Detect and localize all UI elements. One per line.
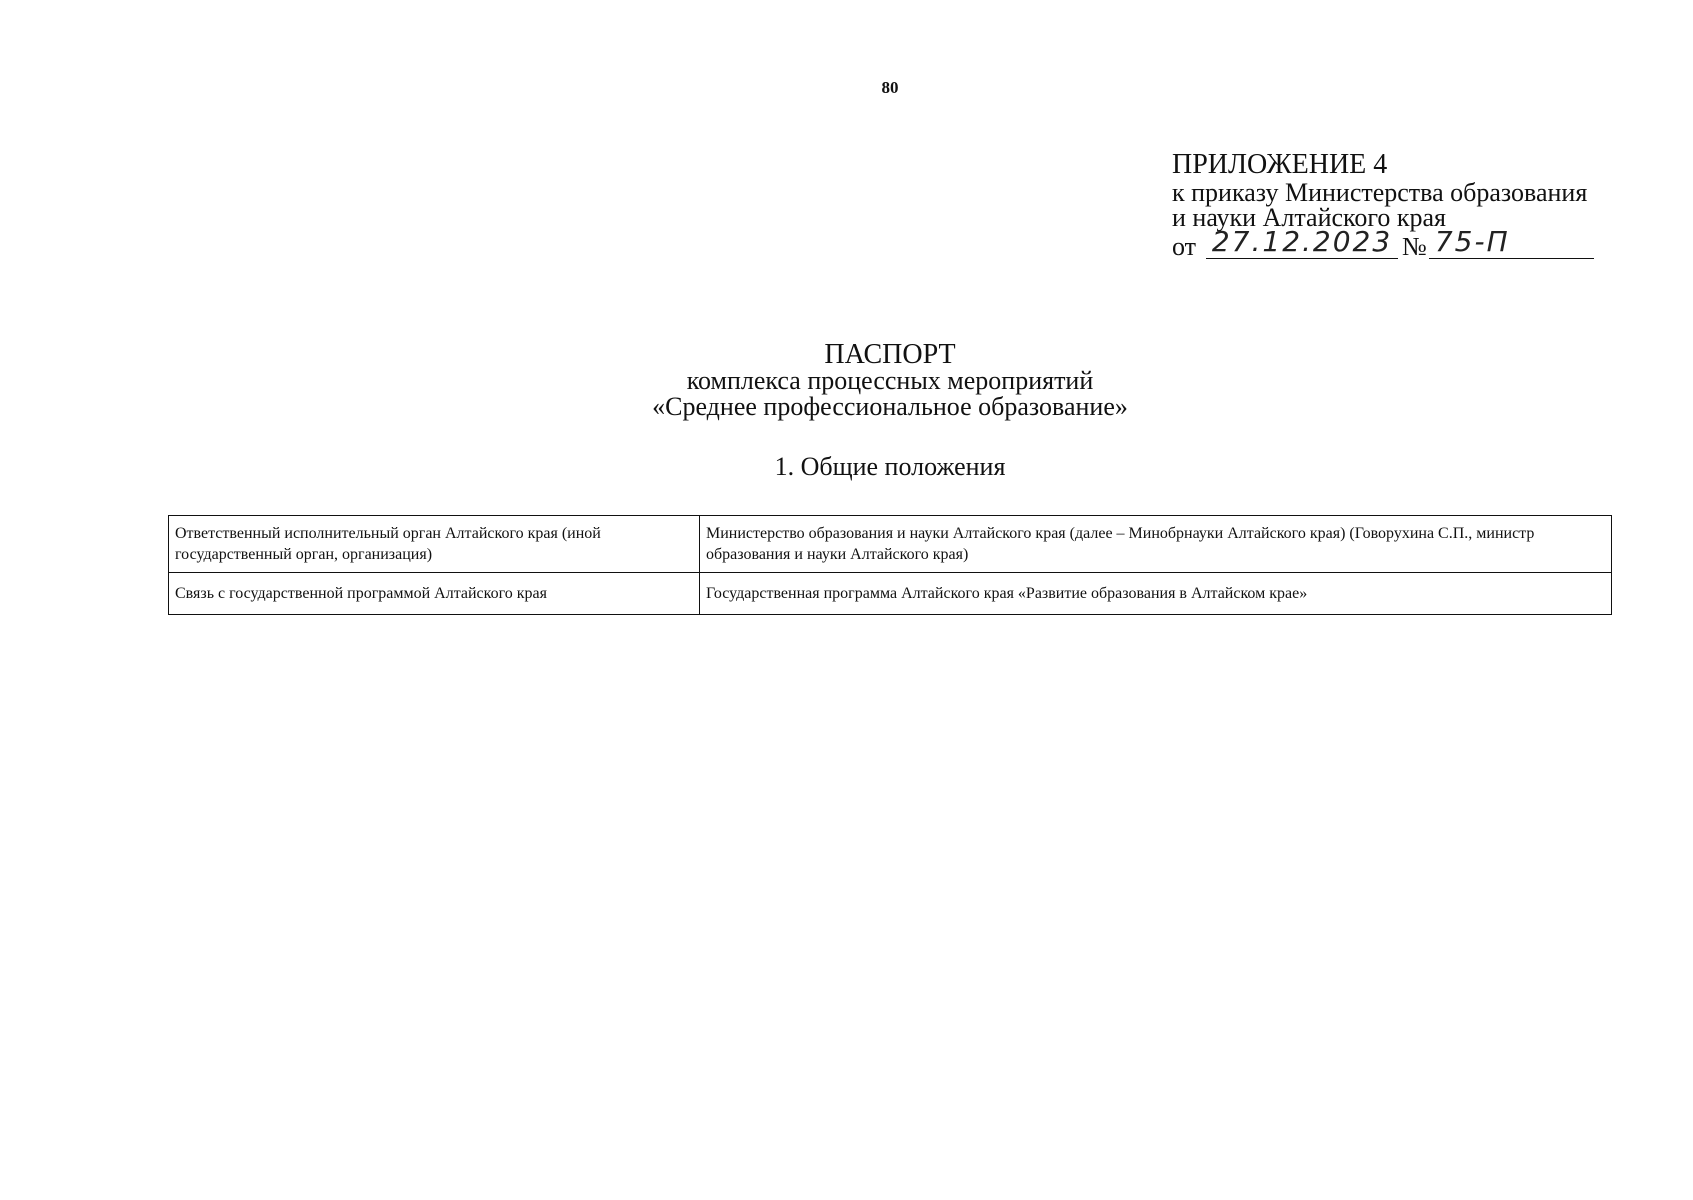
table-cell-value: Государственная программа Алтайского края «Развитие образования в Алтайском крае» (700, 573, 1612, 615)
table-row (169, 516, 1612, 573)
appendix-line-2: и науки Алтайского края (1172, 203, 1446, 232)
date-prefix: от (1172, 232, 1197, 261)
passport-title: ПАСПОРТ (824, 339, 956, 370)
appendix-line-1: к приказу Министерства образования (1172, 178, 1588, 207)
passport-subtitle-1: комплекса процессных мероприятий (686, 366, 1094, 395)
table-cell-value: Министерство образования и науки Алтайского края (далее – Минобрнауки Алтайского края) (Говорухина С.П., министр образования и науки Алтайского края) (700, 516, 1612, 573)
order-date-number-line (1172, 225, 1594, 261)
page-number: 80 (881, 78, 899, 97)
passport-heading (0, 339, 1693, 421)
number-underline (1429, 225, 1594, 259)
section-title: 1. Общие положения (774, 452, 1006, 481)
handwritten-date: 27.12.2023 (1211, 225, 1393, 258)
table-cell-label: Ответственный исполнительный орган Алтайского края (иной государственный орган, организация) (169, 516, 700, 573)
general-provisions-table (168, 515, 1612, 615)
passport-subtitle-2: «Среднее профессиональное образование» (652, 392, 1128, 421)
table-cell-label: Связь с государственной программой Алтайского края (169, 573, 700, 615)
date-underline (1206, 225, 1398, 259)
handwritten-number: 75-П (1434, 225, 1510, 258)
appendix-title: ПРИЛОЖЕНИЕ 4 (1172, 149, 1388, 180)
number-prefix: № (1402, 232, 1427, 261)
table-row (169, 573, 1612, 615)
appendix-block (1172, 150, 1594, 259)
